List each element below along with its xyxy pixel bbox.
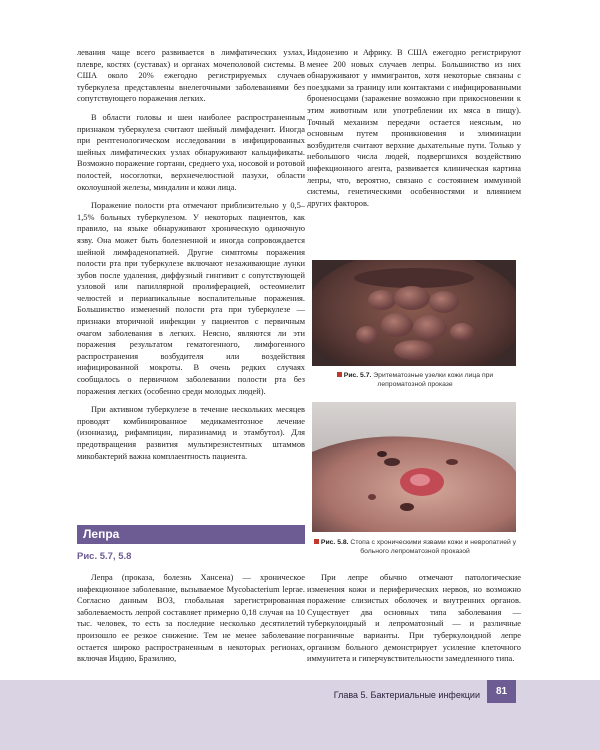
figure-reference: Рис. 5.7, 5.8 [77,551,132,562]
left-column-continued [77,572,305,665]
right-column [307,47,521,209]
paragraph: Индонезию и Африку. В США ежегодно регистрируют менее 200 новых случаев лепры. Большинство из них обнаруживают у иммигрантов, хотя некоторые связаны с поездками за границу или контактами с инфицированными броненосцами (заражение возможно при прикосновении к этим животным или употреблении их мяса в пищу). Точный механизм передачи остается неясным, но основным путем проникновения и элиминации возбудителя считают верхние дыхательные пути. Только у небольшого числа людей, подвергшихся воздействию инфекционного агента, развивается клиническая картина лепры, что, вероятно, связано с состоянием иммунной системы, генетическими особенностями и влиянием других факторов. [307,48,521,208]
paragraph: левания чаще всего развивается в лимфатических узлах, плевре, костях (суставах) и органах мочеполовой системы. В США около 20% ежегодно регистрируемых случаев туберкулеза представлены внелегочными заболеваниями без сопутствующего поражения легких. [77,48,305,104]
right-column-continued [307,572,521,665]
paragraph: Поражение полости рта отмечают приблизительно у 0,5–1,5% больных туберкулезом. У некоторых пациентов, как правило, на языке обнаруживают хроническую одиночную язву. Она может быть болезненной и иногда сопровождается шейной лимфаденопатией. Другие симптомы поражения полости рта при туберкулезе включают незаживающие лунки зубов после удаления, диффузный гингивит с сопутствующей узловой или папиллярной пролиферацией, остеомиелит челюстей и периапикальные воспалительные поражения. Большинство изменений полости рта при туберкулезе — признаки вторичной инфекции у пациентов с первичным очагом заболевания в легких. Неясно, являются ли эти поражения результатом гематогенного, лимфогенного распространения возбудителя или воздействия инфицированной мокроты. В очень редких случаях сообщалось о первичном заболевании полости рта без поражения легких (особенно среди молодых людей). [77,201,305,396]
caption-text: Эритематозные узелки кожи лица при лепроматозной проказе [373,372,494,388]
figure-5-7-caption [312,371,518,389]
figure-label: Рис. 5.7. [343,372,372,379]
paragraph: Лепра (проказа, болезнь Хансена) — хроническое инфекционное заболевание, вызываемое Mycobacterium leprae. Согласно данным ВОЗ, глобальная зарегистрированная заболеваемость лепрой составляет примерно 0,18 случая на 10 тыс. человек, то есть за последние несколько десятилетий произошло ее резкое снижение. Тем не менее заболевание остается широко распространенным в некоторых регионах, включая Индию, Бразилию, [77,573,305,664]
left-column [77,47,305,462]
caption-marker [314,539,319,544]
paragraph: При активном туберкулезе в течение нескольких месяцев проводят комбинированное медикаментозное лечение (изониазид, рифампицин, пиразинамид и этамбутол). Для предотвращения развития мультирезистентных штаммов микобактерий важна комплаентность пациента. [77,405,305,461]
caption-marker [337,372,342,377]
section-heading: Лепра [77,525,305,544]
figure-5-8-photo [312,402,516,532]
page-number: 81 [487,680,516,703]
paragraph: В области головы и шеи наиболее распространенным признаком туберкулеза считают шейный лимфаденит. Иногда при рентгенологическом исследовании в инфицированных шейных лимфатических узлах обнаруживают кальцификаты. Возможно поражение гортани, среднего уха, носовой и ротовой полостей, носоглотки, верхнечелюстной пазухи, области околоушной железы, миндалин и кожи лица. [77,112,305,192]
paragraph: При лепре обычно отмечают патологические изменения кожи и периферических нервов, но возможно поражение слизистых оболочек и внутренних органов. Существует два основных типа заболевания — туберкулоидный и лепроматозный — и различные пограничные варианты. При туберкулоидной лепре организм больного демонстрирует усиление клеточного иммунитета и гиперчувствительности замедленного типа. [307,573,521,664]
figure-5-8-caption [312,538,518,556]
caption-text: Стопа с хроническими язвами кожи и невропатией у больного лепроматозной проказой [350,539,517,555]
figure-5-7-photo [312,260,516,366]
figure-label: Рис. 5.8. [320,539,349,546]
chapter-title: Глава 5. Бактериальные инфекции [333,690,480,700]
